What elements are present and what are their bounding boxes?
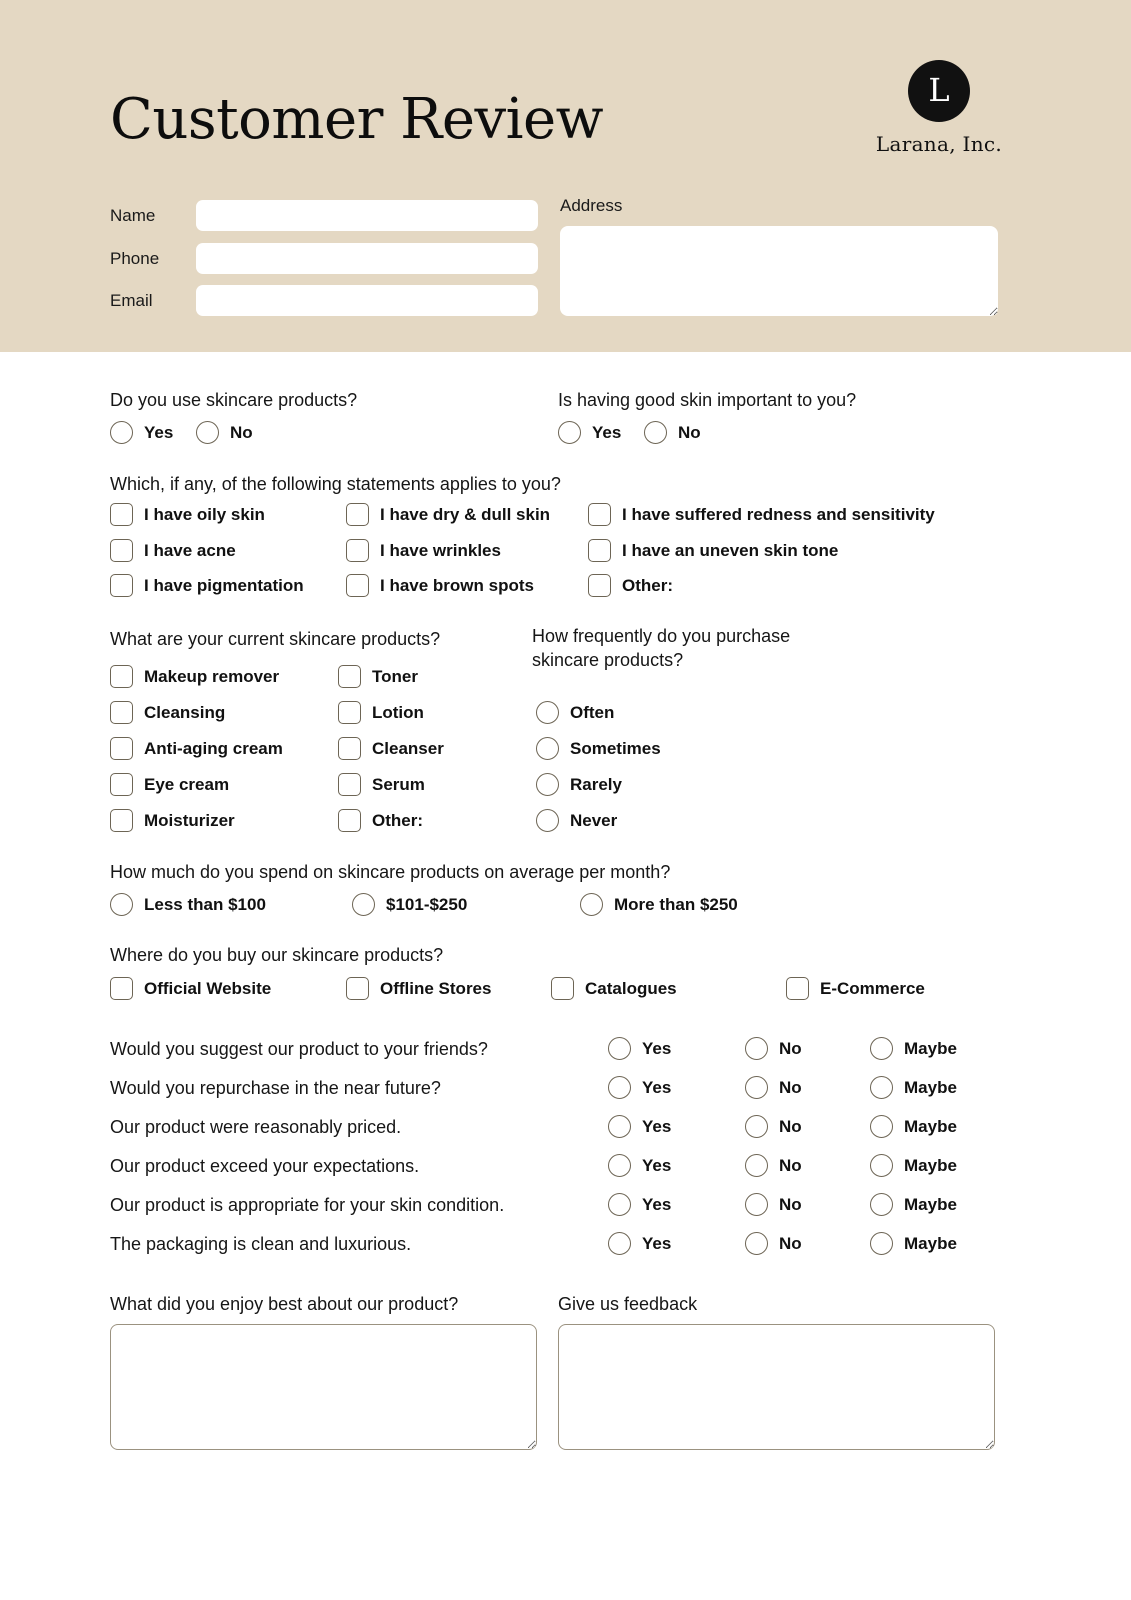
checkbox-product-other[interactable] xyxy=(338,809,423,832)
option-label: Never xyxy=(570,810,618,830)
name-input[interactable] xyxy=(196,200,538,231)
question-purchase-frequency: How frequently do you purchase skincare products? xyxy=(532,626,791,670)
radio-spend-more-250[interactable] xyxy=(580,893,738,916)
checkbox-icon[interactable] xyxy=(338,809,361,832)
radio-frequency-sometimes[interactable] xyxy=(536,737,661,760)
matrix-row-4-maybe[interactable] xyxy=(870,1193,957,1216)
checkbox-toner[interactable] xyxy=(338,665,418,688)
radio-spend-less-100[interactable] xyxy=(110,893,266,916)
radio-spend-101-250[interactable] xyxy=(352,893,467,916)
checkbox-eye-cream[interactable] xyxy=(110,773,229,796)
logo-company-name: Larana, Inc. xyxy=(875,132,1003,156)
checkbox-icon[interactable] xyxy=(551,977,574,1000)
option-label: Maybe xyxy=(904,1077,957,1097)
option-label: Yes xyxy=(642,1038,672,1058)
checkbox-icon[interactable] xyxy=(588,539,611,562)
enjoy-best-textarea[interactable] xyxy=(110,1324,537,1450)
option-label: No xyxy=(230,422,253,442)
email-field-row xyxy=(110,285,538,316)
checkbox-wrinkles[interactable] xyxy=(346,539,501,562)
radio-icon[interactable] xyxy=(745,1193,768,1216)
radio-icon[interactable] xyxy=(352,893,375,916)
matrix-row-label: Would you repurchase in the near future? xyxy=(110,1078,441,1098)
radio-icon[interactable] xyxy=(608,1037,631,1060)
radio-icon[interactable] xyxy=(745,1154,768,1177)
radio-frequency-often[interactable] xyxy=(536,701,614,724)
checkbox-serum[interactable] xyxy=(338,773,425,796)
address-label: Address xyxy=(560,196,623,215)
radio-icon[interactable] xyxy=(608,1154,631,1177)
option-label: Yes xyxy=(642,1233,672,1253)
option-label: Serum xyxy=(372,774,425,794)
email-input[interactable] xyxy=(196,285,538,316)
phone-field-row xyxy=(110,243,538,274)
option-label: No xyxy=(779,1155,802,1175)
checkbox-uneven-skin-tone[interactable] xyxy=(588,539,838,562)
option-label: Yes xyxy=(144,422,174,442)
question-monthly-spend: How much do you spend on skincare products on average per month? xyxy=(110,862,671,882)
matrix-row-0-no[interactable] xyxy=(745,1037,802,1060)
radio-icon[interactable] xyxy=(536,773,559,796)
option-label: I have suffered redness and sensitivity xyxy=(622,504,935,524)
checkbox-cleansing[interactable] xyxy=(110,701,225,724)
option-label: Less than $100 xyxy=(144,894,266,914)
option-label: No xyxy=(779,1194,802,1214)
radio-icon[interactable] xyxy=(870,1154,893,1177)
phone-label: Phone xyxy=(110,248,160,268)
option-label: I have wrinkles xyxy=(380,540,501,560)
checkbox-catalogues[interactable] xyxy=(551,977,677,1000)
matrix-row-2-yes[interactable] xyxy=(608,1115,671,1138)
question-statements: Which, if any, of the following statements applies to you? xyxy=(110,474,561,494)
question-use-skincare: Do you use skincare products? xyxy=(110,390,358,410)
checkbox-icon[interactable] xyxy=(110,574,133,597)
option-label: Maybe xyxy=(904,1233,957,1253)
radio-icon[interactable] xyxy=(644,421,667,444)
checkbox-lotion[interactable] xyxy=(338,701,424,724)
option-label: I have brown spots xyxy=(380,575,534,595)
checkbox-brown-spots[interactable] xyxy=(346,574,534,597)
radio-icon[interactable] xyxy=(870,1193,893,1216)
question-current-products: What are your current skincare products? xyxy=(110,629,441,649)
checkbox-moisturizer[interactable] xyxy=(110,809,235,832)
option-label: Official Website xyxy=(144,978,272,998)
checkbox-icon[interactable] xyxy=(110,977,133,1000)
checkbox-icon[interactable] xyxy=(110,539,133,562)
radio-icon[interactable] xyxy=(536,701,559,724)
option-label: No xyxy=(779,1116,802,1136)
checkbox-pigmentation[interactable] xyxy=(110,574,304,597)
option-label: Maybe xyxy=(904,1116,957,1136)
option-label: Makeup remover xyxy=(144,666,280,686)
checkbox-icon[interactable] xyxy=(786,977,809,1000)
page-title: Customer Review xyxy=(110,87,604,152)
option-label: Eye cream xyxy=(144,774,230,794)
radio-icon[interactable] xyxy=(870,1232,893,1255)
matrix-row-2-no[interactable] xyxy=(745,1115,802,1138)
checkbox-icon[interactable] xyxy=(588,574,611,597)
option-good-skin-no[interactable] xyxy=(644,421,701,444)
option-label: No xyxy=(779,1077,802,1097)
option-label: Catalogues xyxy=(585,978,677,998)
option-label: Moisturizer xyxy=(144,810,235,830)
matrix-row-0-maybe[interactable] xyxy=(870,1037,957,1060)
option-good-skin-yes[interactable] xyxy=(558,421,621,444)
option-label: Other: xyxy=(622,575,673,595)
email-label: Email xyxy=(110,290,153,310)
name-label: Name xyxy=(110,205,156,225)
radio-icon[interactable] xyxy=(558,421,581,444)
option-label: Offline Stores xyxy=(380,978,492,998)
checkbox-official-website[interactable] xyxy=(110,977,271,1000)
option-label: Yes xyxy=(642,1077,672,1097)
matrix-row-1-yes[interactable] xyxy=(608,1076,671,1099)
option-label: I have acne xyxy=(144,540,236,560)
radio-icon[interactable] xyxy=(196,421,219,444)
checkbox-icon[interactable] xyxy=(110,737,133,760)
checkbox-icon[interactable] xyxy=(346,574,369,597)
checkbox-acne[interactable] xyxy=(110,539,236,562)
matrix-row-5-yes[interactable] xyxy=(608,1232,671,1255)
checkbox-redness-sensitivity[interactable] xyxy=(588,503,935,526)
option-label: Yes xyxy=(642,1116,672,1136)
checkbox-e-commerce[interactable] xyxy=(786,977,925,1000)
option-label: I have oily skin xyxy=(144,504,265,524)
option-use-skincare-no[interactable] xyxy=(196,421,253,444)
phone-input[interactable] xyxy=(196,243,538,274)
matrix-row-5-no[interactable] xyxy=(745,1232,802,1255)
option-label: Toner xyxy=(372,666,418,686)
option-label: I have pigmentation xyxy=(144,575,304,595)
matrix-row-label: The packaging is clean and luxurious. xyxy=(110,1234,412,1254)
question-where-buy: Where do you buy our skincare products? xyxy=(110,945,444,965)
checkbox-icon[interactable] xyxy=(110,809,133,832)
label-feedback: Give us feedback xyxy=(558,1294,698,1314)
checkbox-dry-dull-skin[interactable] xyxy=(346,503,550,526)
radio-frequency-never[interactable] xyxy=(536,809,617,832)
radio-icon[interactable] xyxy=(608,1232,631,1255)
radio-icon[interactable] xyxy=(110,893,133,916)
checkbox-icon[interactable] xyxy=(110,665,133,688)
matrix-row-3-maybe[interactable] xyxy=(870,1154,957,1177)
matrix-row-label: Would you suggest our product to your friends? xyxy=(110,1039,488,1059)
option-label: Lotion xyxy=(372,702,424,722)
header-band xyxy=(0,0,1131,352)
matrix-row-label: Our product were reasonably priced. xyxy=(110,1117,402,1137)
radio-icon[interactable] xyxy=(580,893,603,916)
option-label: Yes xyxy=(642,1155,672,1175)
radio-icon[interactable] xyxy=(536,737,559,760)
option-label: I have dry & dull skin xyxy=(380,504,551,524)
matrix-row-1-no[interactable] xyxy=(745,1076,802,1099)
option-label: Other: xyxy=(372,810,423,830)
option-label: No xyxy=(678,422,701,442)
option-label: Cleansing xyxy=(144,702,226,722)
option-label: Sometimes xyxy=(570,738,661,758)
checkbox-icon[interactable] xyxy=(338,737,361,760)
checkbox-offline-stores[interactable] xyxy=(346,977,491,1000)
matrix-row-4-yes[interactable] xyxy=(608,1193,671,1216)
label-enjoy-best: What did you enjoy best about our product? xyxy=(110,1294,459,1314)
matrix-row-label: Our product exceed your expectations. xyxy=(110,1156,420,1176)
checkbox-icon[interactable] xyxy=(338,701,361,724)
checkbox-cleanser[interactable] xyxy=(338,737,444,760)
checkbox-statement-other[interactable] xyxy=(588,574,673,597)
option-label: Yes xyxy=(642,1194,672,1214)
option-label: Cleanser xyxy=(372,738,444,758)
matrix-row-label: Our product is appropriate for your skin condition. xyxy=(110,1195,505,1215)
radio-icon[interactable] xyxy=(870,1115,893,1138)
checkbox-icon[interactable] xyxy=(346,539,369,562)
matrix-row-5-maybe[interactable] xyxy=(870,1232,957,1255)
checkbox-icon[interactable] xyxy=(588,503,611,526)
radio-icon[interactable] xyxy=(745,1115,768,1138)
logo-circle-icon xyxy=(908,60,970,122)
option-label: Often xyxy=(570,702,615,722)
radio-frequency-rarely[interactable] xyxy=(536,773,622,796)
checkbox-icon[interactable] xyxy=(346,503,369,526)
brand-logo xyxy=(869,60,1009,156)
radio-icon[interactable] xyxy=(745,1232,768,1255)
option-label: More than $250 xyxy=(614,894,738,914)
option-label: Maybe xyxy=(904,1155,957,1175)
checkbox-oily-skin[interactable] xyxy=(110,503,265,526)
matrix-row-3-no[interactable] xyxy=(745,1154,802,1177)
checkbox-makeup-remover[interactable] xyxy=(110,665,279,688)
matrix-row-4-no[interactable] xyxy=(745,1193,802,1216)
logo-letter: L xyxy=(928,70,950,109)
option-label: E-Commerce xyxy=(820,978,925,998)
checkbox-icon[interactable] xyxy=(110,701,133,724)
name-field-row xyxy=(110,200,538,231)
radio-icon[interactable] xyxy=(608,1076,631,1099)
checkbox-icon[interactable] xyxy=(338,773,361,796)
address-input[interactable] xyxy=(560,226,998,316)
checkbox-icon[interactable] xyxy=(110,773,133,796)
option-label: Maybe xyxy=(904,1194,957,1214)
matrix-row-0-yes[interactable] xyxy=(608,1037,671,1060)
option-label: Maybe xyxy=(904,1038,957,1058)
radio-icon[interactable] xyxy=(870,1076,893,1099)
option-label: No xyxy=(779,1233,802,1253)
option-label: Rarely xyxy=(570,774,622,794)
matrix-row-2-maybe[interactable] xyxy=(870,1115,957,1138)
radio-icon[interactable] xyxy=(608,1193,631,1216)
radio-icon[interactable] xyxy=(608,1115,631,1138)
radio-icon[interactable] xyxy=(745,1076,768,1099)
checkbox-icon[interactable] xyxy=(110,503,133,526)
checkbox-icon[interactable] xyxy=(346,977,369,1000)
feedback-textarea[interactable] xyxy=(558,1324,995,1450)
matrix-row-1-maybe[interactable] xyxy=(870,1076,957,1099)
checkbox-icon[interactable] xyxy=(338,665,361,688)
radio-icon[interactable] xyxy=(110,421,133,444)
option-label: $101-$250 xyxy=(386,894,468,914)
radio-icon[interactable] xyxy=(745,1037,768,1060)
option-label: Anti-aging cream xyxy=(144,738,283,758)
checkbox-anti-aging-cream[interactable] xyxy=(110,737,283,760)
question-good-skin-important: Is having good skin important to you? xyxy=(558,390,857,410)
option-label: Yes xyxy=(592,422,622,442)
option-use-skincare-yes[interactable] xyxy=(110,421,173,444)
radio-icon[interactable] xyxy=(536,809,559,832)
option-label: No xyxy=(779,1038,802,1058)
option-label: I have an uneven skin tone xyxy=(622,540,839,560)
radio-icon[interactable] xyxy=(870,1037,893,1060)
matrix-row-3-yes[interactable] xyxy=(608,1154,671,1177)
